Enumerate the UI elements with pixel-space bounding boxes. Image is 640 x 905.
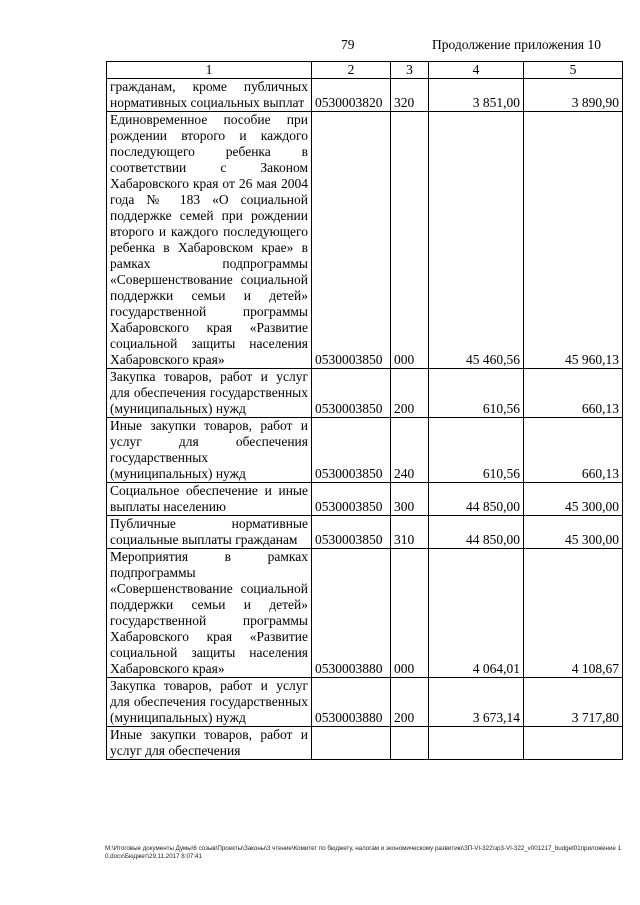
row-amount-2: 45 960,13	[524, 112, 623, 369]
row-amount-1: 3 851,00	[429, 79, 524, 112]
table-row	[107, 483, 623, 516]
row-target-code: 0530003850	[312, 112, 391, 369]
row-amount-1: 44 850,00	[429, 483, 524, 516]
row-name: Единовременное пособие при рождении второго и каждого последующего ребенка в соответствии с Законом Хабаровского края от 26 мая 2004 года № 183 «О социальной поддержке семей при рождении второго и каждого последующего ребенка в Хабаровском крае» в рамках подпрограммы «Совершенствование социальной поддержки семьи и детей» государственной программы Хабаровского края «Развитие социальной защиты населения Хабаровского края»	[107, 112, 312, 369]
row-amount-2: 4 108,67	[524, 549, 623, 678]
row-amount-2: 45 300,00	[524, 516, 623, 549]
table-row	[107, 549, 623, 678]
row-amount-2: 660,13	[524, 369, 623, 418]
row-amount-1: 4 064,01	[429, 549, 524, 678]
table-row	[107, 79, 623, 112]
row-expense-kind: 240	[391, 418, 429, 483]
row-amount-2	[524, 727, 623, 760]
row-target-code: 0530003850	[312, 418, 391, 483]
row-amount-1: 44 850,00	[429, 516, 524, 549]
page-header	[0, 37, 640, 55]
row-target-code: 0530003850	[312, 483, 391, 516]
table-row	[107, 418, 623, 483]
row-target-code: 0530003880	[312, 678, 391, 727]
file-path-footer: М:\Итоговые документы Думы\6 созыв\Проекты\Законы\3 чтение\Комитет по бюджету, налогам и экономическому развитию\ЗП-VI-322\зр3-VI-322_v001217_budget01приложение 10.docx\Бюджет\29.11.2017 8:07:41	[105, 845, 622, 860]
row-amount-1	[429, 727, 524, 760]
table-row	[107, 678, 623, 727]
column-header-3: 3	[391, 62, 429, 79]
column-header-5: 5	[524, 62, 623, 79]
table-header-row	[107, 62, 623, 79]
row-name: Иные закупки товаров, работ и услуг для обеспечения государственных (муниципальных) нужд	[107, 418, 312, 483]
row-amount-2: 660,13	[524, 418, 623, 483]
row-expense-kind: 000	[391, 549, 429, 678]
row-amount-2: 45 300,00	[524, 483, 623, 516]
row-target-code: 0530003820	[312, 79, 391, 112]
table-row	[107, 516, 623, 549]
row-name: Закупка товаров, работ и услуг для обеспечения государственных (муниципальных) нужд	[107, 678, 312, 727]
row-amount-2: 3 890,90	[524, 79, 623, 112]
row-name: Социальное обеспечение и иные выплаты населению	[107, 483, 312, 516]
row-expense-kind: 320	[391, 79, 429, 112]
row-name: Иные закупки товаров, работ и услуг для обеспечения	[107, 727, 312, 760]
row-name: Мероприятия в рамках подпрограммы «Совершенствование социальной поддержки семьи и детей» государственной программы Хабаровского края «Развитие социальной защиты населения Хабаровского края»	[107, 549, 312, 678]
row-expense-kind: 300	[391, 483, 429, 516]
row-amount-1: 45 460,56	[429, 112, 524, 369]
row-amount-1: 610,56	[429, 369, 524, 418]
column-header-2: 2	[312, 62, 391, 79]
row-target-code: 0530003880	[312, 549, 391, 678]
row-expense-kind: 200	[391, 369, 429, 418]
row-name: Публичные нормативные социальные выплаты гражданам	[107, 516, 312, 549]
page-number: 79	[341, 37, 355, 52]
row-expense-kind: 000	[391, 112, 429, 369]
column-header-4: 4	[429, 62, 524, 79]
row-target-code	[312, 727, 391, 760]
table-row	[107, 112, 623, 369]
row-expense-kind: 310	[391, 516, 429, 549]
row-amount-2: 3 717,80	[524, 678, 623, 727]
row-amount-1: 610,56	[429, 418, 524, 483]
row-name: гражданам, кроме публичных нормативных социальных выплат	[107, 79, 312, 112]
row-name: Закупка товаров, работ и услуг для обеспечения государственных (муниципальных) нужд	[107, 369, 312, 418]
continuation-label: Продолжение приложения 10	[432, 37, 602, 52]
row-expense-kind	[391, 727, 429, 760]
row-target-code: 0530003850	[312, 369, 391, 418]
column-header-1: 1	[107, 62, 312, 79]
budget-table	[106, 61, 623, 760]
table-row	[107, 727, 623, 760]
row-amount-1: 3 673,14	[429, 678, 524, 727]
row-target-code: 0530003850	[312, 516, 391, 549]
table-row	[107, 369, 623, 418]
row-expense-kind: 200	[391, 678, 429, 727]
